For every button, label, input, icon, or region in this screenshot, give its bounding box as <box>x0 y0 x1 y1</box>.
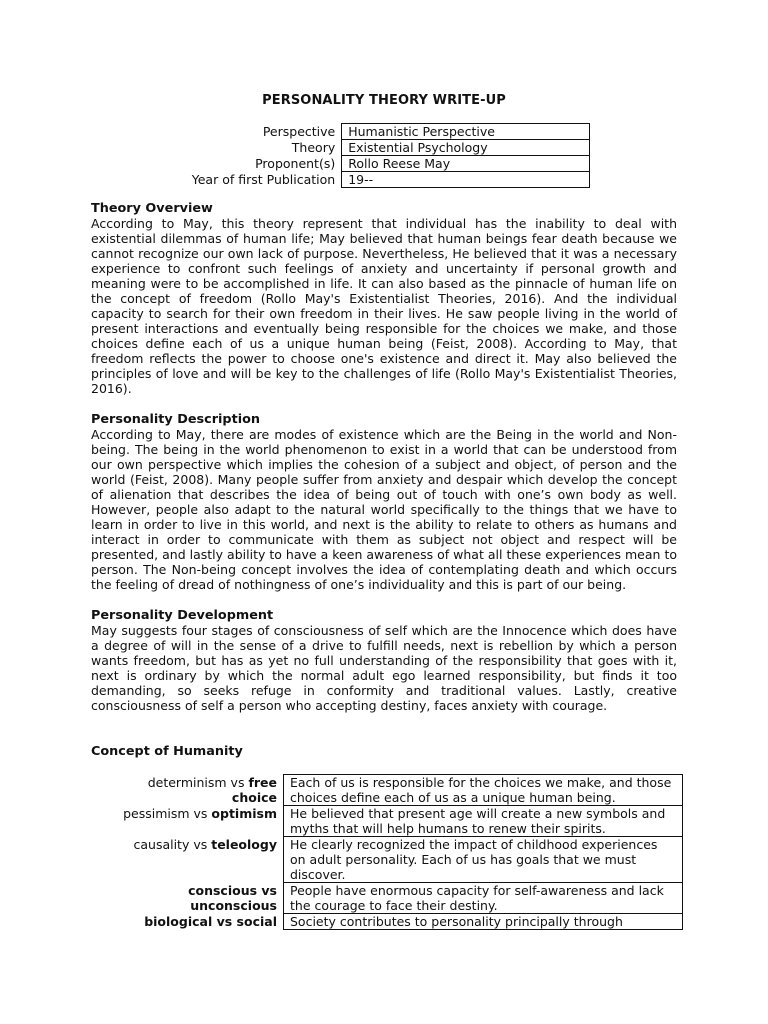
concept-row <box>109 914 683 930</box>
concept-label <box>109 775 284 806</box>
concept-label <box>109 883 284 914</box>
info-value: 19-- <box>342 172 590 188</box>
concept-row <box>109 775 683 806</box>
concept-label-bold: optimism <box>211 805 277 821</box>
concept-label-bold: teleology <box>211 836 277 852</box>
info-value: Existential Psychology <box>342 140 590 156</box>
concept-label <box>109 914 284 930</box>
concept-label-bold: free choice <box>231 774 277 805</box>
concept-desc: Each of us is responsible for the choices we make, and those choices define each of us as a unique human being. <box>284 775 683 806</box>
concept-label-normal: determinism vs <box>147 774 249 790</box>
section-heading: Personality Development <box>91 608 274 623</box>
section-theory-overview <box>91 201 677 396</box>
info-value: Humanistic Perspective <box>342 124 590 140</box>
concept-label-normal: pessimism vs <box>123 805 212 821</box>
concept-label-normal: causality vs <box>133 836 212 852</box>
concept-table <box>109 774 683 930</box>
concept-label <box>109 806 284 837</box>
concept-label-bold: biological vs social <box>144 913 277 929</box>
concept-desc: People have enormous capacity for self-awareness and lack the courage to face their destiny. <box>284 883 683 914</box>
concept-desc: Society contributes to personality principally through <box>284 914 683 930</box>
info-label: Year of first Publication <box>191 171 336 187</box>
section-personality-development <box>91 608 677 713</box>
concept-row <box>109 883 683 914</box>
document-title: PERSONALITY THEORY WRITE-UP <box>262 93 506 108</box>
section-heading: Personality Description <box>91 412 260 427</box>
info-label: Proponent(s) <box>255 155 336 171</box>
section-body: According to May, there are modes of existence which are the Being in the world and Non-being. The being in the world phenomenon to exist in a world that can be understood from our own perspective which implies the cohesion of a subject and object, of person and the world (Feist, 2008). Many people suffer from anxiety and despair which develop the concept of alienation that describes the idea of being out of touch with one’s own body as well. However, people also adapt to the natural world specifically to the things that we have to learn in order to live in this world, and next is the ability to relate to others as humans and interact in order to communicate with them as subject not object and respect will be presented, and lastly ability to have a keen awareness of what all these experiences mean to person. The Non-being concept involves the idea of contemplating death and which occurs the feeling of dread of nothingness of one’s individuality and this is part of our being. <box>91 427 677 592</box>
info-row-year <box>150 172 590 188</box>
concept-desc: He clearly recognized the impact of childhood experiences on adult personality. Each of us has goals that we must discover. <box>284 837 683 883</box>
section-personality-description <box>91 412 677 592</box>
concept-row <box>109 837 683 883</box>
info-row-theory <box>150 140 590 156</box>
section-body: According to May, this theory represent that individual has the inability to deal with existential dilemmas of human life; May believed that human beings fear death because we cannot recognize our own lack of purpose. Nevertheless, He believed that it was a necessary experience to confront such feelings of anxiety and uncertainty if personal growth and meaning were to be accomplished in life. It can also based as the pinnacle of human life on the concept of freedom (Rollo May's Existentialist Theories, 2016). And the individual capacity to search for their own freedom in their lives. He saw people living in the world of present interactions and eventually being responsible for the choices we make, and those choices define each of us a unique human being (Feist, 2008). According to May, that freedom reflects the power to choose one's existence and direct it. May also believed the principles of love and will be key to the challenges of life (Rollo May's Existentialist Theories, 2016). <box>91 216 677 396</box>
concept-row <box>109 806 683 837</box>
info-row-proponent <box>150 156 590 172</box>
section-heading-concept: Concept of Humanity <box>91 744 243 759</box>
info-label: Perspective <box>262 123 336 139</box>
section-body: May suggests four stages of consciousness of self which are the Innocence which does have a degree of will in the sense of a drive to fulfill needs, next is rebellion by which a person wants freedom, but has as yet no full understanding of the responsibility that goes with it, next is ordinary by which the normal adult ego learned responsibility, but finds it too demanding, so seeks refuge in conformity and traditional values. Lastly, creative consciousness of self a person who accepting destiny, faces anxiety with courage. <box>91 623 677 713</box>
info-row-perspective <box>150 124 590 140</box>
info-value: Rollo Reese May <box>342 156 590 172</box>
concept-label <box>109 837 284 883</box>
section-heading: Theory Overview <box>91 201 213 216</box>
concept-label-bold: conscious vs unconscious <box>188 882 277 913</box>
info-label: Theory <box>291 139 336 155</box>
info-table <box>150 123 590 188</box>
concept-desc: He believed that present age will create a new symbols and myths that will help humans to renew their spirits. <box>284 806 683 837</box>
